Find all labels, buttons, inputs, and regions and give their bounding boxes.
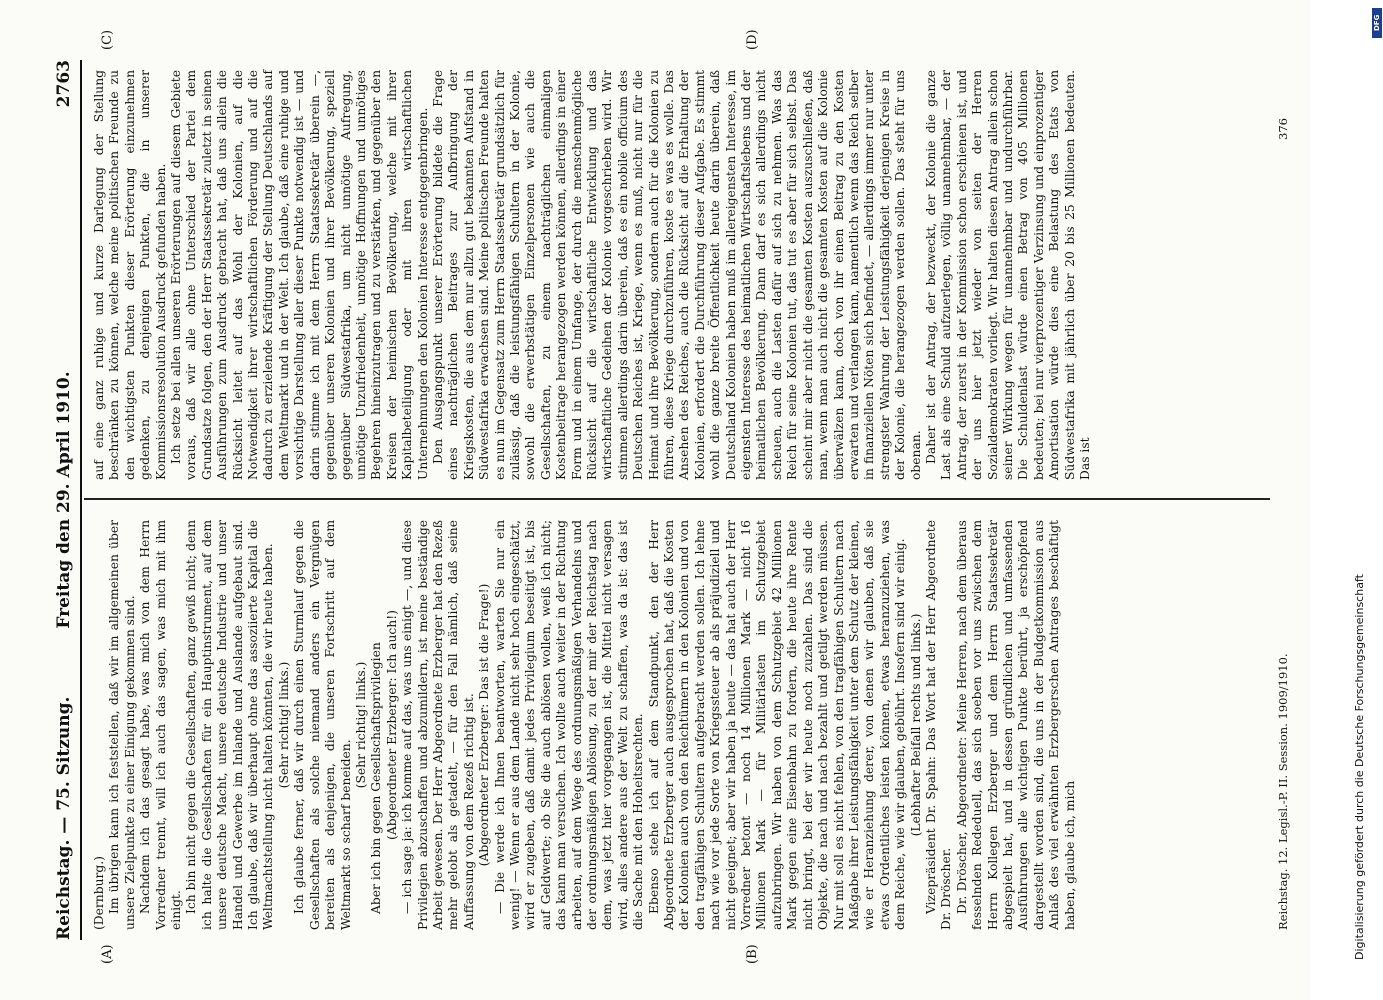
- margin-marker-c: (C): [100, 29, 115, 50]
- paragraph: — Die werde ich Ihnen beantworten, warten Sie nur ein wenig! — Wenn er aus dem Lande nicht sehr hoch eingeschätzt, wird er zugeben, daß damit jedes Privilegium beseitigt ist, bis auf Geldwerte; ob Sie die auch ablösen wollen, weiß ich nicht; das kann man versuchen. Ich wollte auch weiter in der Richtung arbeiten, auf dem Wege des ordnungsmäßigen Verhandelns und der ordnungsmäßigen Ablösung, zu der mir der Reichstag nach dem, was jetzt hier vorgegangen ist, die Mittel nicht versagen wird, alles andere aus der Welt zu schaffen, was da ist: das ist die Sache mit den Hoheitsrechten.: [492, 520, 646, 930]
- paragraph: (Dernburg.): [92, 856, 106, 930]
- interjection: (Abgeordneter Erzberger: Ich auch!): [384, 610, 399, 840]
- paragraph: Ich glaube ferner, daß wir durch einen Sturmlauf gegen die Gesellschaften als solche niemand anders ein Vergnügen bereiten als denjenigen, die unseren Fortschritt auf dem Weltmarkt so scharf beneiden.: [292, 520, 353, 930]
- header-date: Freitag den 29. April 1910.: [54, 371, 74, 629]
- margin-marker-d: (D): [745, 29, 760, 50]
- footer-sheet-number: 376: [1276, 118, 1290, 140]
- paragraph: auf eine ganz ruhige und kurze Darlegung der Stellung beschränken zu können, welche meine politischen Freunde zu den wichtigsten Punkten dieser Erörterung einzunehmen gedenken, zu denjenigen Punkten, die in unserer Kommissionsresolution Ausdruck gefunden haben.: [92, 70, 168, 480]
- paragraph: — ich sage ja: ich komme auf das, was uns einigt —, und diese Privilegien abzuschaffen und abzumildern, ist meine beständige Arbeit gewesen. Der Herr Abgeordnete Erzberger hat den Rezeß mehr gelobt als getadelt, — für den Fall nämlich, daß seine Auffassung von dem Rezeß richtig ist.: [400, 520, 476, 930]
- paragraph: Im übrigen kann ich feststellen, daß wir im allgemeinen über unsere Zielpunkte zu einer Einigung gekommen sind.: [107, 520, 137, 930]
- left-column: [92, 520, 1078, 930]
- interjection: (Sehr richtig! links.): [276, 661, 291, 789]
- paragraph: Aber ich bin gegen Gesellschaftsprivilegien: [369, 642, 384, 914]
- speaker-paragraph: Dr. Dröscher, Abgeordneter: Meine Herren, nach dem überaus fesselnden Rededuell, das sich soeben vor uns zwischen dem Herrn Kollegen Erzberger und dem Herrn Staatssekretär abgespielt hat, und in dessen gründlichen und umfassenden Ausführungen alle wichtigen Punkte berührt, ja erschöpfend dargestellt worden sind, die uns in der Budgetkommission aus Anlaß des viel erwähnten Erzbergerschen Antrages beschäftigt haben, glaube ich, mich: [954, 520, 1077, 930]
- header-left: Reichstag. — 75. Sitzung.: [54, 696, 74, 940]
- digitization-note-text: Digitalisierung gefördert durch die Deutsche Forschungsgemeinschaft: [1353, 574, 1366, 960]
- digitization-note: [1340, 0, 1380, 1000]
- right-column: [92, 70, 1093, 480]
- paragraph: Ich setze bei allen unseren Erörterungen auf diesem Gebiete voraus, daß wir alle ohne Unterschied der Partei dem Grundsatze folgen, den der Herr Staatssekretär zuletzt in seinen Ausführungen zum Ausdruck gebracht hat, daß uns allein die Rücksicht leitet auf das Wohl der Kolonien, auf die Notwendigkeit ihrer wirtschaftlichen Förderung und auf die dadurch zu erzielende Kräftigung der Stellung Deutschlands auf dem Weltmarkt und in der Welt. Ich glaube, daß eine ruhige und vorsichtige Darstellung aller dieser Punkte notwendig ist — und darin stimme ich mit dem Herrn Staatssekretär überein —, gegenüber unseren Kolonien und ihrer Bevölkerung, speziell gegenüber Südwestafrika, um nicht unnötige Aufregung, unnötige Unzufriedenheit, unnötige Hoffnungen und unnötiges Begehren hineinzutragen und zu verstärken, und gegenüber den Kreisen der heimischen Bevölkerung, welche mit ihrer Kapitalbeteiligung oder mit ihren wirtschaftlichen Unternehmungen den Kolonien Interesse entgegenbringen.: [169, 70, 430, 480]
- column-divider: [84, 499, 1270, 501]
- margin-marker-a: (A): [100, 944, 115, 964]
- margin-marker-b: (B): [745, 944, 760, 964]
- page-number: 2763: [54, 60, 74, 108]
- paragraph: Daher ist der Antrag, der bezweckt, der Kolonie die ganze Last als eine Schuld aufzuerlegen, völlig unannehmbar, — der Antrag, der zuerst in der Kommission schon erschienen ist, und der uns hier jetzt wieder von seiten der Herren Sozialdemokraten vorliegt. Wir halten diesen Antrag allein schon seiner Wirkung wegen für unannehmbar und undurchführbar. Die Schuldenlast würde einen Betrag von 405 Millionen bedeuten; bei nur vierprozentiger Verzinsung und einprozentiger Amortisation würde dies eine Belastung des Etats von Südwestafrika mit jährlich über 20 bis 25 Millionen bedeuten. Das ist: [923, 70, 1092, 480]
- speaker-paragraph: Vizepräsident Dr. Spahn: Das Wort hat der Herr Abgeordnete Dr. Dröscher.: [923, 520, 954, 930]
- interjection: (Lebhafter Beifall rechts und links.): [908, 613, 923, 837]
- paragraph: Den Ausgangspunkt unserer Erörterung bildete die Frage eines nachträglichen Beitrages zur Aufbringung der Kriegskosten, die aus dem nur allzu gut bekannten Aufstand in Südwestafrika erwachsen sind. Meine politischen Freunde halten es nun im Gegensatz zum Herrn Staatssekretär grundsätzlich für zulässig, daß die leistungsfähigen Schultern in der Kolonie, sowohl die erwerbstätigen Einzelpersonen wie auch die Gesellschaften, zu einem nachträglichen einmaligen Kostenbeitrage herangezogen werden können, allerdings in einer Form und in einem Umfange, der durch die menschenmögliche Rücksicht auf die wirtschaftliche Entwicklung und das wirtschaftliche Gedeihen der Kolonie vorgeschrieben wird. Wir stimmen allerdings darin überein, daß es ein nobile officium des Deutschen Reiches ist, Kriege, wenn es muß, nicht nur für die Heimat und ihre Bevölkerung, sondern auch für die Kolonien zu führen, diese Kriege durchzuführen, koste es was es wolle. Das Ansehen des Reiches, auch die Rücksicht auf die Erhaltung der Kolonien, erfordert die Durchführung dieser Aufgabe. Es stimmt wohl die ganze breite Öffentlichkeit heute darin überein, daß Deutschland Kolonien haben muß im allereigensten Interesse, im eigensten Interesse des heimatlichen Wirtschaftslebens und der heimatlichen Bevölkerung. Dann darf es sich allerdings nicht scheuen, auch die Lasten dafür auf sich zu nehmen. Was das Reich für seine Kolonien tut, das tut es aber für sich selbst. Das scheint mir aber nicht die gesamten Kosten auszuschließen, daß man, wenn man auch nicht die gesamten Kosten auf die Kolonie überwälzen kann, doch von ihr einen Beitrag zu den Kosten erwarten und verlangen kann, namentlich wenn das Reich selber in finanziellen Nöten sich befindet, — allerdings immer nur unter strengster Wahrung der Leistungsfähigkeit derjenigen Kreise in der Kolonie, die herangezogen werden sollen. Das steht für uns obenan.: [430, 70, 923, 480]
- paragraph: Ich bin nicht gegen die Gesellschaften, ganz gewiß nicht; denn ich halte die Gesellschaften für ein Hauptinstrument, auf dem unsere deutsche Macht, unsere deutsche Industrie und unser Handel und Gewerbe im Inlande und Auslande aufgebaut sind. Ich glaube, daß wir überhaupt ohne das assoziierte Kapital die Weltmachtstellung nicht halten könnten, die wir heute haben.: [184, 520, 276, 930]
- paragraph: Ebenso stehe ich auf dem Standpunkt, den der Herr Abgeordnete Erzberger auch ausgesprochen hat, daß die Kosten der Kolonien auch von den Reichtümern in den Kolonien und von den tragfähigen Schultern aufgebracht werden sollen. Ich lehne nach wie vor jede Sorte von Kriegssteuer ab als präjudiziell und nicht geeignet; aber wir haben ja heute — das hat auch der Herr Vorredner betont — noch 14 Millionen Mark — nicht 16 Millionen Mark — für Militärlasten im Schutzgebiet aufzubringen. Wir haben von dem Schutzgebiet 42 Millionen Mark gegen eine Eisenbahn zu fordern, die heute ihre Rente nicht bringt, bei der wir heute noch zuzahlen. Das sind die Objekte, die nach und nach bezahlt und getilgt werden müssen. Nur mit soll es nicht fehlen, von den tragfähigen Schultern nach Maßgabe ihrer Leistungsfähigkeit unter dem Schutz der kleinen, wie er Heranziehung derer, von denen wir glauben, daß sie etwas Ordentliches leisten können, etwas heranzuziehen, was dem Reiche, wie wir glauben, gebührt. Insofern sind wir einig.: [646, 520, 908, 930]
- interjection: (Sehr richtig! links.): [353, 661, 368, 789]
- footer-session: Reichstag. 12. Legisl.-P. II. Session. 1909/1910.: [1276, 653, 1290, 930]
- interjection: (Abgeordneter Erzberger: Das ist die Frage!): [477, 583, 492, 867]
- page-header: [50, 60, 82, 940]
- dfg-logo: DFG: [1372, 8, 1382, 38]
- paragraph: Nachdem ich das gesagt habe, was mich von dem Herrn Vorredner trennt, will ich auch das sagen, was mich mit ihm einigt.: [138, 520, 184, 930]
